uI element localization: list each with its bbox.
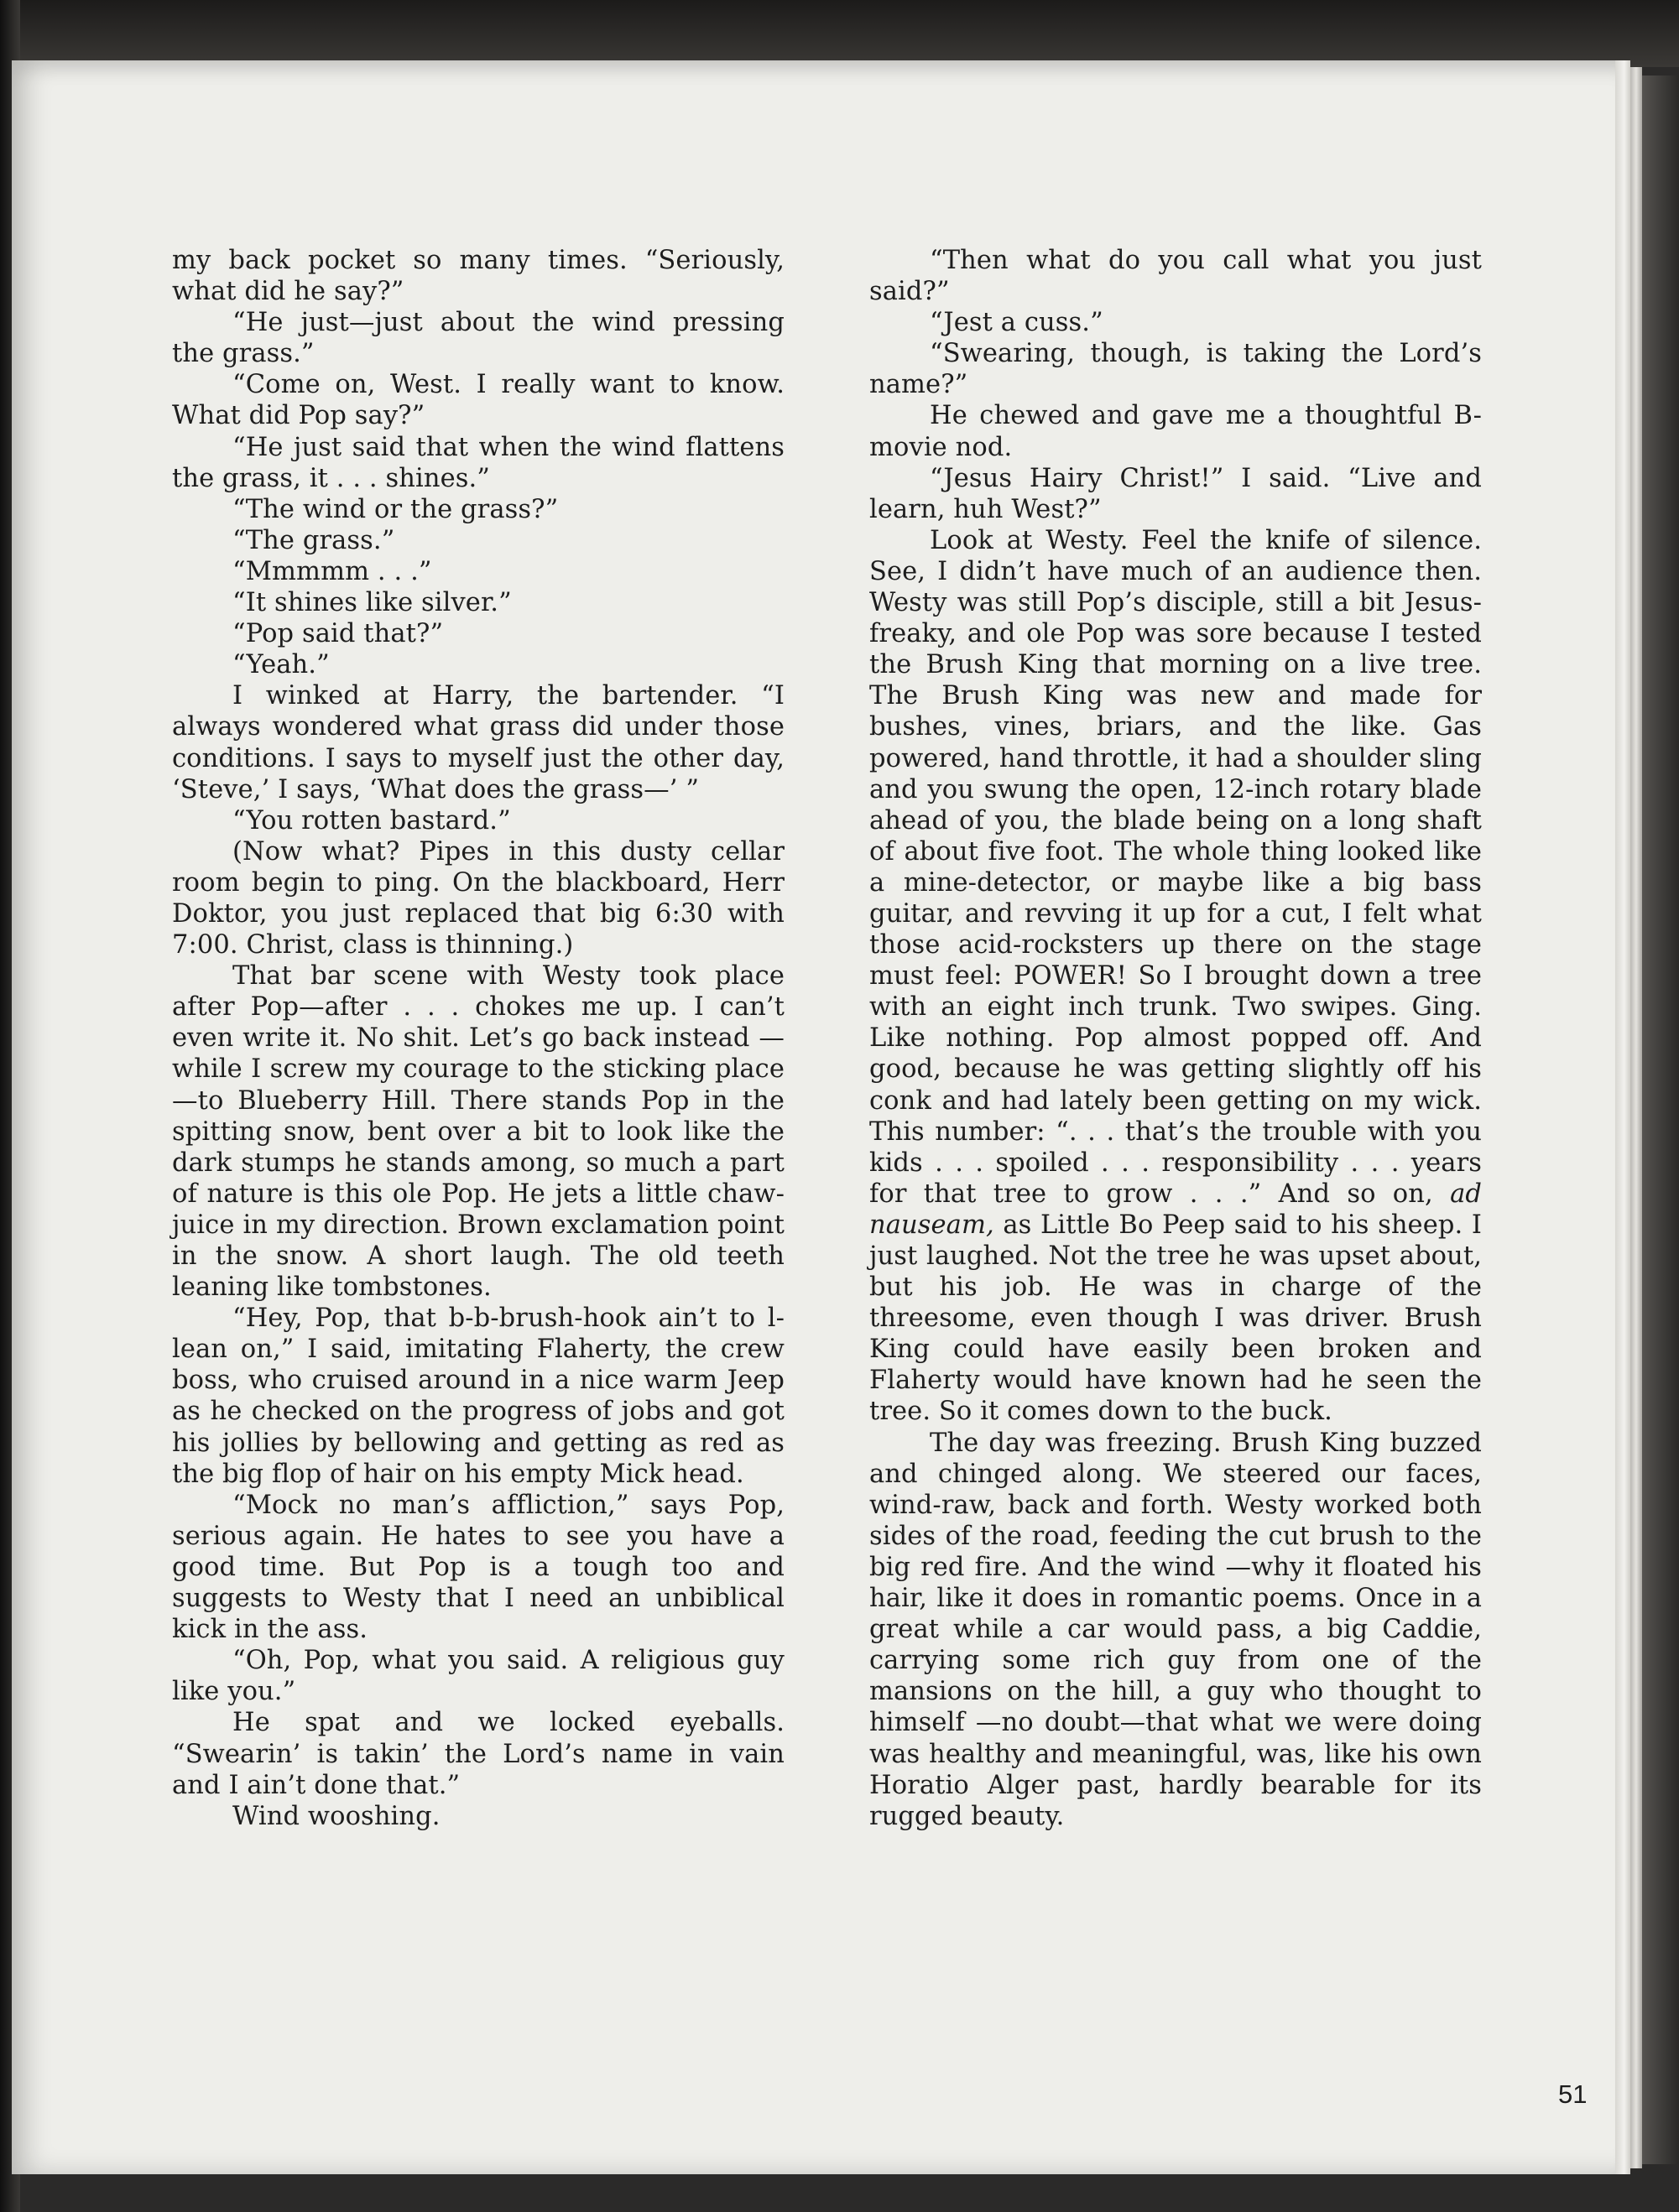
paragraph: “The grass.” — [232, 525, 395, 555]
page-edge — [1615, 60, 1630, 2174]
paragraph: “He just—just about the wind pressing the grass.” — [172, 308, 785, 369]
paragraph: “Oh, Pop, what you said. A religious guy like you.” — [172, 1646, 785, 1707]
paragraph: “Come on, West. I really want to know. What did Pop say?” — [172, 370, 785, 431]
paragraph: He spat and we locked eyeballs. “Swearin’ is takin’ the Lord’s name in vain and I ain’t done that.” — [172, 1708, 785, 1800]
right-text-column — [869, 245, 1482, 1832]
paragraph: Wind wooshing. — [232, 1801, 441, 1831]
paragraph: That bar scene with Westy took place after Pop—after . . . chokes me up. I can’t even write it. No shit. Let’s go back instead —while I screw my courage to the sticking place—to Blueberry Hill. There stands Pop in the spitting snow, bent over a bit to look like the dark stumps he stands among, so much a part of nature is this ole Pop. He jets a little chaw-juice in my direction. Brown exclamation point in the snow. A short laugh. The old teeth leaning like tombstones. — [172, 961, 785, 1303]
paragraph: “Pop said that?” — [232, 619, 444, 649]
paragraph: “Mock no man’s affliction,” says Pop, serious again. He hates to see you have a good time. But Pop is a tough too and suggests to Westy that I need an unbiblical kick in the ass. — [172, 1490, 785, 1645]
paragraph: “He just said that when the wind flattens the grass, it . . . shines.” — [172, 432, 785, 493]
paragraph: “The wind or the grass?” — [232, 494, 559, 524]
paragraph: The day was freezing. Brush King buzzed and chinged along. We steered our faces, wind-raw, back and forth. Westy worked both sides of the road, feeding the cut brush to the big red fire. And the wind —why it floated his hair, like it does in romantic poems. Once in a great while a car would pass, a big Caddie, carrying some rich guy from one of the mansions on the hill, a guy who thought to himself —no doubt—that what we were doing was healthy and meaningful, was, like his own Horatio Alger past, hardly bearable for its rugged beauty. — [869, 1428, 1482, 1831]
paragraph: (Now what? Pipes in this dusty cellar room begin to ping. On the blackboard, Herr Doktor, you just replaced that big 6:30 with 7:00. Christ, class is thinning.) — [172, 836, 785, 960]
paragraph: “Then what do you call what you just said?” — [869, 246, 1482, 307]
paragraph: “Mmmmm . . .” — [232, 556, 432, 586]
scan-top-border — [0, 0, 1679, 67]
left-text-column — [172, 245, 785, 1832]
page-number: 51 — [1558, 2079, 1588, 2109]
paragraph: “Hey, Pop, that b-b-brush-hook ain’t to l-lean on,” I said, imitating Flaherty, the crew boss, who cruised around in a nice warm Jeep as he checked on the progress of jobs and got his jollies by bellowing and getting as red as the big flop of hair on his empty Mick head. — [172, 1304, 785, 1489]
paragraph: “Jest a cuss.” — [930, 308, 1103, 338]
paragraph: “Jesus Hairy Christ!” I said. “Live and learn, huh West?” — [869, 463, 1482, 524]
page-edge-back — [1630, 67, 1642, 2168]
paragraph: “It shines like silver.” — [232, 588, 512, 618]
paragraph: “You rotten bastard.” — [232, 805, 511, 835]
paragraph: my back pocket so many times. “Seriously, what did he say?” — [172, 246, 785, 307]
paragraph: “Yeah.” — [232, 650, 330, 680]
italic-phrase: ad nauseam, — [869, 1179, 1482, 1240]
paragraph: “Swearing, though, is taking the Lord’s name?” — [869, 339, 1482, 400]
paragraph: He chewed and gave me a thoughtful B-movie nod. — [869, 401, 1482, 462]
paragraph: I winked at Harry, the bartender. “I always wondered what grass did under those conditions. I says to myself just the other day, ‘Steve,’ I says, ‘What does the grass—’ ” — [172, 681, 785, 804]
book-cover-edge — [1642, 75, 1679, 2164]
paragraph: Look at Westy. Feel the knife of silence. See, I didn’t have much of an audience then. Westy was still Pop’s disciple, still a bit Jesus-freaky, and ole Pop was sore because I tested the Brush King that morning on a live tree. The Brush King was new and made for bushes, vines, briars, and the like. Gas powered, hand throttle, it had a shoulder sling and you swung the open, 12-inch rotary blade ahead of you, the blade being on a long shaft of about five foot. The whole thing looked like a mine-detector, or maybe like a big bass guitar, and revving it up for a cut, I felt what those acid-rocksters up there on the stage must feel: POWER! So I brought down a tree with an eight inch trunk. Two swipes. Ging. Like nothing. Pop almost popped off. And good, because he was getting slightly off his conk and had lately been getting on my wick. This number: “. . . that’s the trouble with you kids . . . spoiled . . . responsibility . . . years for that tree to grow . . .” And so on, ad nauseam, as Little Bo Peep said to his sheep. I just laughed. Not the tree he was upset about, but his job. He was in charge of the threesome, even though I was driver. Brush King could have easily been broken and Flaherty would have known had he seen the tree. So it comes down to the buck. — [869, 525, 1482, 1427]
